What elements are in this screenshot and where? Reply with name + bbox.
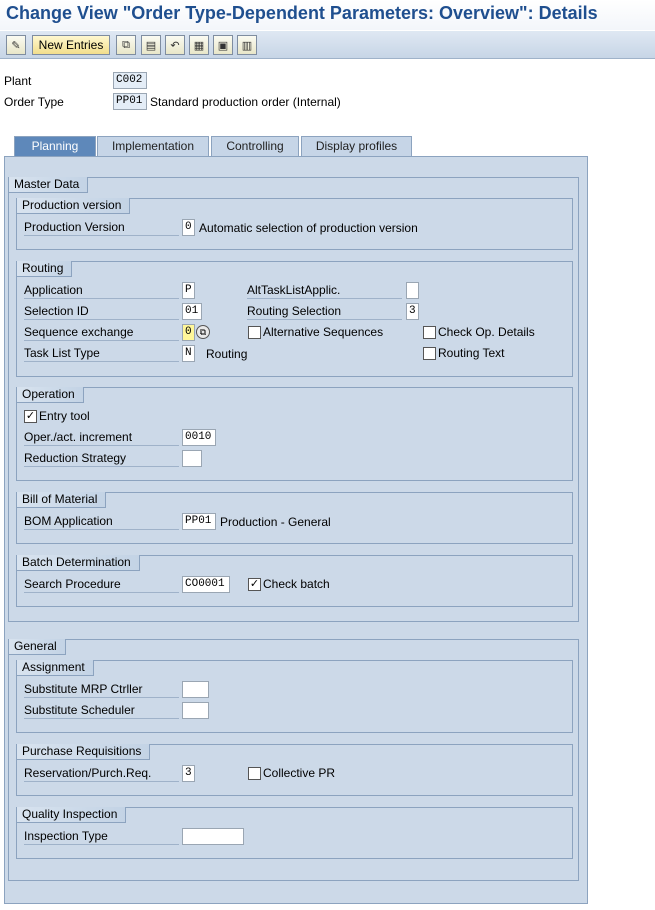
routing-selection-label: Routing Selection — [247, 303, 402, 320]
delete-icon[interactable]: ▤ — [141, 35, 161, 55]
task-list-type-field[interactable]: N — [182, 345, 195, 362]
value-help-icon[interactable]: ⧉ — [196, 325, 210, 339]
tab-planning[interactable]: Planning — [14, 136, 96, 156]
reduction-strategy-label: Reduction Strategy — [24, 450, 179, 467]
order-type-label: Order Type — [4, 95, 64, 109]
config-icon[interactable]: ▥ — [237, 35, 257, 55]
sequence-exchange-field[interactable]: 0 — [182, 324, 195, 341]
application-field[interactable]: P — [182, 282, 195, 299]
collective-pr-label: Collective PR — [263, 766, 336, 780]
alt-task-list-field[interactable] — [406, 282, 419, 299]
task-list-type-text: Routing — [206, 347, 248, 361]
routing-text-label: Routing Text — [438, 346, 505, 360]
increment-label: Oper./act. increment — [24, 429, 179, 446]
section-title: Purchase Requisitions — [17, 744, 150, 760]
section-title: Routing — [17, 261, 72, 277]
group-title: General — [9, 639, 66, 655]
reservation-purch-field[interactable]: 3 — [182, 765, 195, 782]
plant-field[interactable]: C002 — [113, 72, 147, 89]
alternative-sequences-label: Alternative Sequences — [263, 325, 384, 339]
substitute-mrp-label: Substitute MRP Ctrller — [24, 681, 179, 698]
routing-selection-field[interactable]: 3 — [406, 303, 419, 320]
production-version-label: Production Version — [24, 219, 179, 236]
increment-field[interactable]: 0010 — [182, 429, 216, 446]
check-op-details-checkbox[interactable] — [423, 326, 436, 339]
production-version-text: Automatic selection of production version — [199, 221, 418, 235]
search-procedure-field[interactable]: CO0001 — [182, 576, 230, 593]
alternative-sequences-checkbox[interactable] — [248, 326, 261, 339]
reduction-strategy-field[interactable] — [182, 450, 202, 467]
entry-tool-label: Entry tool — [39, 409, 90, 423]
production-version-field[interactable]: 0 — [182, 219, 195, 236]
inspection-type-label: Inspection Type — [24, 828, 179, 845]
substitute-mrp-field[interactable] — [182, 681, 209, 698]
application-toolbar — [0, 31, 655, 59]
section-title: Batch Determination — [17, 555, 140, 571]
collective-pr-checkbox[interactable] — [248, 767, 261, 780]
select-all-icon[interactable]: ▦ — [189, 35, 209, 55]
order-type-field[interactable]: PP01 — [113, 93, 147, 110]
section-title: Assignment — [17, 660, 94, 676]
alt-task-list-label: AltTaskListApplic. — [247, 282, 402, 299]
sequence-exchange-label: Sequence exchange — [24, 324, 179, 341]
entry-tool-checkbox[interactable]: ✓ — [25, 410, 36, 422]
undo-icon[interactable]: ↶ — [165, 35, 185, 55]
section-title: Quality Inspection — [17, 807, 126, 823]
new-entries-button[interactable]: New Entries — [32, 35, 110, 55]
deselect-icon[interactable]: ▣ — [213, 35, 233, 55]
bom-application-field[interactable]: PP01 — [182, 513, 216, 530]
check-batch-checkbox[interactable]: ✓ — [249, 578, 260, 590]
window-title: Change View "Order Type-Dependent Parameters: Overview": Details — [0, 0, 655, 30]
substitute-scheduler-field[interactable] — [182, 702, 209, 719]
tab-implementation[interactable]: Implementation — [97, 136, 209, 156]
application-label: Application — [24, 282, 179, 299]
tab-display-profiles[interactable]: Display profiles — [301, 136, 412, 156]
order-type-text: Standard production order (Internal) — [150, 95, 341, 109]
inspection-type-field[interactable] — [182, 828, 244, 845]
section-title: Operation — [17, 387, 84, 403]
check-op-details-label: Check Op. Details — [438, 325, 535, 339]
reservation-purch-label: Reservation/Purch.Req. — [24, 765, 179, 782]
section-title: Bill of Material — [17, 492, 106, 508]
substitute-scheduler-label: Substitute Scheduler — [24, 702, 179, 719]
tab-controlling[interactable]: Controlling — [211, 136, 299, 156]
task-list-type-label: Task List Type — [24, 345, 179, 362]
copy-icon[interactable]: ⧉ — [116, 35, 136, 55]
section-title: Production version — [17, 198, 130, 214]
plant-label: Plant — [4, 74, 32, 88]
bom-application-label: BOM Application — [24, 513, 179, 530]
bom-application-text: Production - General — [220, 515, 331, 529]
edit-icon[interactable]: ✎ — [6, 35, 26, 55]
routing-text-checkbox[interactable] — [423, 347, 436, 360]
search-procedure-label: Search Procedure — [24, 576, 179, 593]
group-title: Master Data — [9, 177, 88, 193]
selection-id-field[interactable]: 01 — [182, 303, 202, 320]
selection-id-label: Selection ID — [24, 303, 179, 320]
check-batch-label: Check batch — [263, 577, 330, 591]
